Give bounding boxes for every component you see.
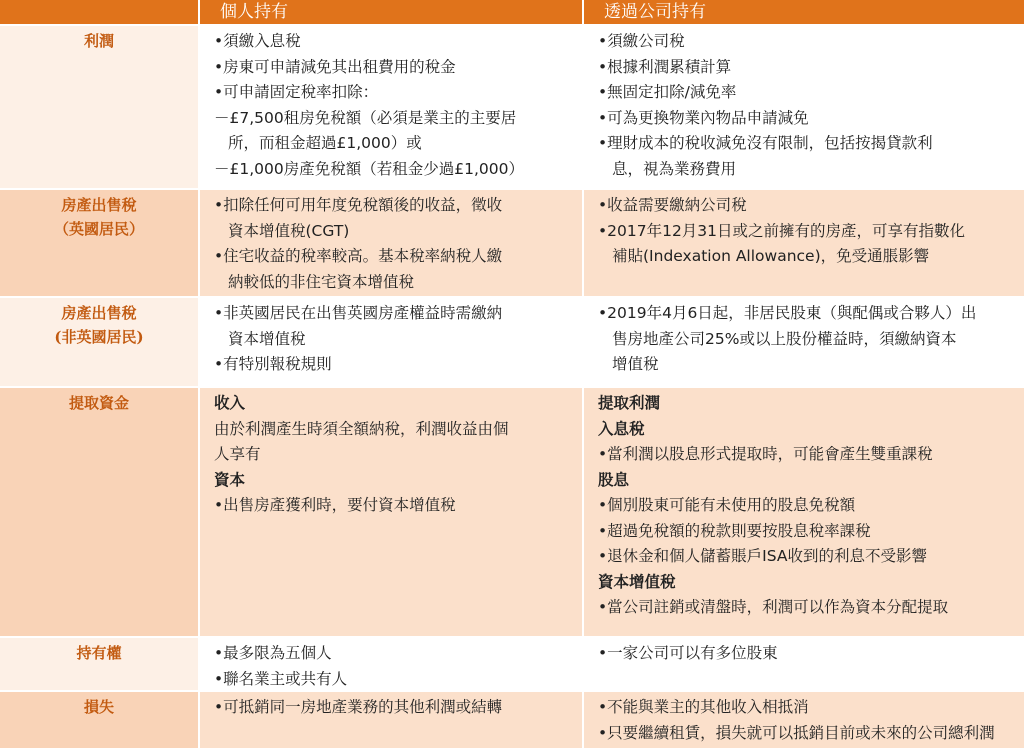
row-label — [0, 190, 198, 296]
row-label-line: 持有權 — [76, 644, 122, 662]
section-heading: 股息 — [598, 470, 630, 489]
individual-cell — [198, 388, 582, 636]
row-label-line: 房產出售稅 — [61, 304, 137, 322]
row-cgt-non-resident — [0, 296, 1024, 386]
list-item: •聯名業主或共有人 — [214, 669, 348, 688]
list-item: •須繳公司稅 — [598, 32, 685, 50]
individual-cell — [198, 638, 582, 690]
list-item: •不能與業主的其他收入相抵消 — [598, 698, 809, 716]
row-losses — [0, 690, 1024, 748]
list-item: •當公司註銷或清盤時，利潤可以作為資本分配提取 — [598, 598, 949, 616]
list-item: •可抵銷同一房地產業務的其他利潤或結轉 — [214, 698, 503, 716]
list-item: •當利潤以股息形式提取時，可能會產生雙重課稅 — [598, 445, 933, 463]
section-heading: 入息稅 — [598, 419, 645, 438]
list-item: •可為更換物業內物品申請減免 — [598, 108, 809, 127]
company-cell — [582, 190, 1024, 296]
list-item: 增值稅 — [612, 355, 659, 373]
list-item: •出售房產獲利時，要付資本增值稅 — [214, 496, 456, 514]
list-item: 納較低的非住宅資本增值稅 — [228, 272, 415, 291]
list-item: •2017年12月31日或之前擁有的房產，可享有指數化 — [598, 221, 966, 240]
list-item: 補貼(Indexation Allowance)，免受通脹影響 — [612, 247, 930, 265]
list-item: －£7,500租房免稅額（必須是業主的主要居 — [214, 108, 517, 127]
company-cell — [582, 298, 1024, 386]
list-item: •退休金和個人儲蓄賬戶ISA收到的利息不受影響 — [598, 547, 927, 565]
list-item: •無固定扣除/減免率 — [598, 83, 737, 101]
section-heading: 提取利潤 — [598, 394, 661, 412]
individual-cell — [198, 692, 582, 748]
list-item: 所，而租金超過£1,000）或 — [228, 134, 422, 152]
list-item: 息，視為業務費用 — [612, 159, 737, 178]
row-label-line: （英國居民） — [53, 220, 144, 238]
row-label-line: 房產出售稅 — [61, 196, 137, 214]
header-company: 透過公司持有 — [582, 0, 1024, 24]
list-item: •個別股東可能有未使用的股息免稅額 — [598, 496, 856, 514]
individual-cell — [198, 26, 582, 188]
section-heading: 資本 — [214, 470, 246, 489]
list-item: 由於利潤產生時須全額納稅，利潤收益由個 — [214, 419, 509, 438]
row-cgt-uk-resident — [0, 188, 1024, 296]
table-header — [0, 0, 1024, 24]
list-item: 資本增值稅 — [228, 329, 306, 348]
list-item: •理財成本的稅收減免沒有限制，包括按揭貸款利 — [598, 134, 933, 152]
list-item: •有特別報稅規則 — [214, 355, 332, 373]
list-item: 資本增值稅(CGT) — [228, 221, 350, 240]
section-heading: 資本增值稅 — [598, 572, 676, 591]
individual-cell — [198, 298, 582, 386]
individual-cell — [198, 190, 582, 296]
row-label — [0, 692, 198, 748]
list-item: •一家公司可以有多位股東 — [598, 644, 778, 662]
list-item: •最多限為五個人 — [214, 644, 332, 662]
list-item: •收益需要繳納公司稅 — [598, 196, 747, 214]
row-label — [0, 298, 198, 386]
list-item: •非英國居民在出售英國房產權益時需繳納 — [214, 304, 503, 322]
row-profit — [0, 24, 1024, 188]
list-item: •須繳入息稅 — [214, 32, 301, 50]
row-extracting-funds — [0, 386, 1024, 636]
row-label-line: 損失 — [83, 698, 114, 716]
list-item: －£1,000房產免稅額（若租金少過£1,000） — [214, 159, 524, 178]
company-cell — [582, 26, 1024, 188]
company-cell — [582, 388, 1024, 636]
row-label — [0, 638, 198, 690]
header-individual: 個人持有 — [198, 0, 582, 24]
section-heading: 收入 — [214, 394, 246, 412]
list-item: •住宅收益的稅率較高。基本稅率納稅人繳 — [214, 247, 503, 265]
row-label — [0, 388, 198, 636]
list-item: •只要繼續租賃，損失就可以抵銷目前或未來的公司總利潤 — [598, 723, 995, 742]
list-item: 人享有 — [214, 445, 261, 463]
list-item: •房東可申請減免其出租費用的稅金 — [214, 57, 456, 76]
header-blank-cell — [0, 0, 198, 24]
list-item: •2019年4月6日起，非居民股東（與配偶或合夥人）出 — [598, 304, 977, 322]
row-label-line: 提取資金 — [68, 394, 129, 412]
company-cell — [582, 638, 1024, 690]
list-item: •可申請固定稅率扣除： — [214, 83, 379, 101]
row-ownership — [0, 636, 1024, 690]
row-label — [0, 26, 198, 188]
company-cell — [582, 692, 1024, 748]
row-label-line: (非英國居民) — [54, 328, 144, 346]
row-label-line: 利潤 — [83, 32, 114, 50]
list-item: •扣除任何可用年度免稅額後的收益，徵收 — [214, 196, 503, 214]
list-item: •超過免稅額的稅款則要按股息稅率課稅 — [598, 521, 871, 540]
list-item: •根據利潤累積計算 — [598, 57, 732, 76]
list-item: 售房地產公司25%或以上股份權益時，須繳納資本 — [612, 329, 957, 348]
